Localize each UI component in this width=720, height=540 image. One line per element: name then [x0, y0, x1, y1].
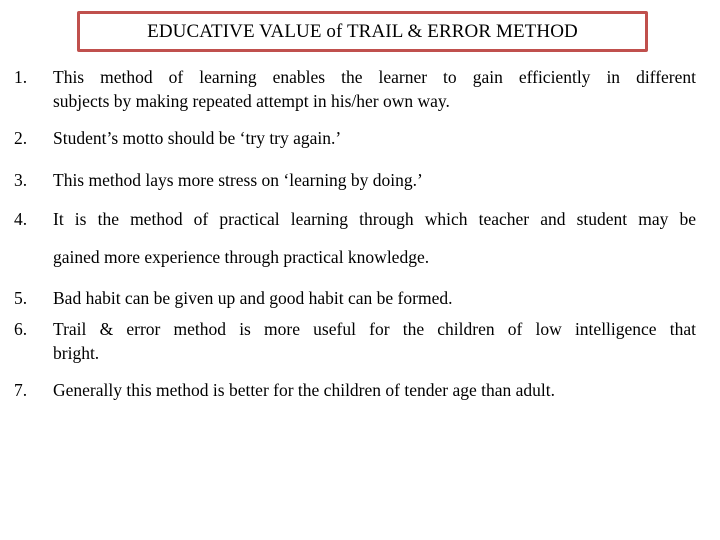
list-item-number: 2. [14, 128, 28, 148]
list-item-line: gained more experience through practical knowledge. [53, 247, 430, 267]
list-item-text [53, 317, 696, 365]
list-item-line: bright. [53, 343, 100, 363]
list-item-number: 4. [14, 209, 28, 229]
list-item-text: This method lays more stress on ‘learning by doing.’ [53, 170, 423, 190]
list-item-number: 7. [14, 380, 28, 400]
list-item-text [53, 65, 696, 113]
list-item-number: 5. [14, 288, 28, 308]
list-item-text: Student’s motto should be ‘try try again.’ [53, 128, 342, 148]
list-item-number: 6. [14, 319, 28, 339]
list-item-number: 1. [14, 67, 28, 87]
list-item-line: subjects by making repeated attempt in his/her own way. [53, 91, 450, 111]
list-item-line: It is the method of practical learning through which teacher and student may be [53, 209, 696, 229]
list-item-number: 3. [14, 170, 28, 190]
list-item-line: This method of learning enables the learner to gain efficiently in different [53, 67, 696, 87]
list-item-line: Trail & error method is more useful for the children of low intelligence that [53, 319, 696, 339]
list-item-text: Generally this method is better for the children of tender age than adult. [53, 380, 555, 400]
list-item-text [53, 207, 696, 269]
list-item-text: Bad habit can be given up and good habit can be formed. [53, 288, 453, 308]
page-title: EDUCATIVE VALUE of TRAIL & ERROR METHOD [77, 11, 648, 52]
